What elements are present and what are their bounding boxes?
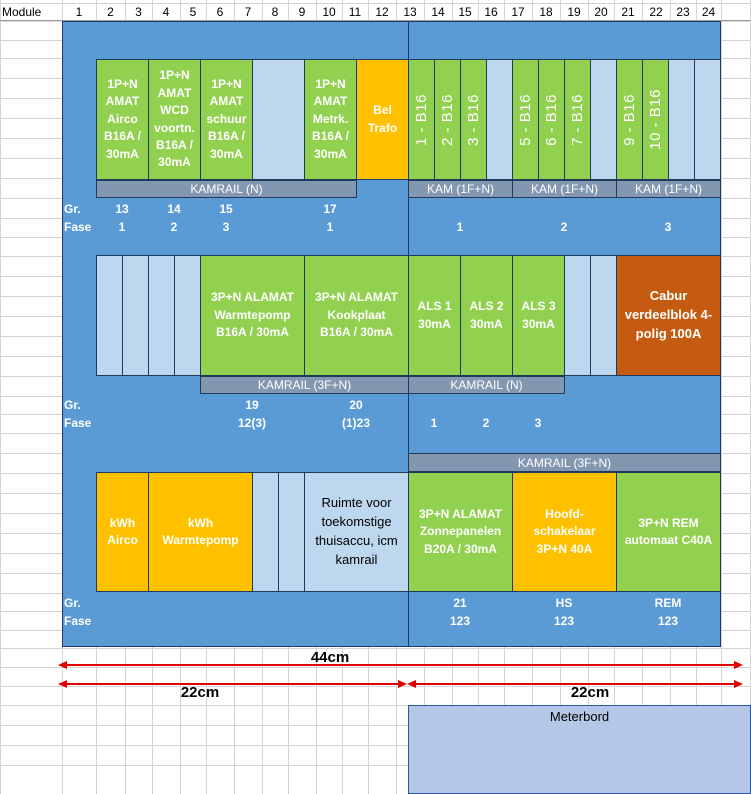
breaker-module: 1P+N AMAT WCD voortn. B16A / 30mA: [148, 59, 201, 180]
group-label: Gr.: [64, 397, 81, 412]
breaker-module-label: 7 - B16: [568, 93, 586, 146]
module-number: 2: [107, 4, 114, 19]
group-number: 19: [245, 397, 259, 412]
phase-value: 3: [534, 415, 542, 430]
module-header-label: Module: [2, 4, 42, 19]
breaker-module: Bel Trafo: [356, 59, 409, 180]
breaker-module: 1P+N AMAT schuur B16A / 30mA: [200, 59, 253, 180]
module-number: 4: [162, 4, 170, 19]
phase-label: Fase: [64, 219, 92, 234]
module-number: 16: [484, 4, 498, 19]
module-number: 11: [348, 4, 362, 19]
phase-label: Fase: [64, 415, 92, 430]
module-number: 17: [511, 4, 525, 19]
breaker-module: 3P+N ALAMAT Warmtepomp B16A / 30mA: [200, 255, 305, 376]
phase-value: 2: [560, 219, 568, 234]
group-number: 17: [323, 201, 337, 216]
breaker-module: ALS 2 30mA: [460, 255, 513, 376]
group-number: 20: [349, 397, 363, 412]
module-number: 7: [244, 4, 252, 19]
module-number: 5: [189, 4, 197, 19]
breaker-module-label: 6 - B16: [542, 93, 560, 146]
breaker-module-label: 9 - B16: [620, 93, 638, 146]
phase-value: 123: [449, 613, 471, 628]
kamrail-bar: KAM (1F+N): [408, 180, 513, 198]
phase-value: 3: [664, 219, 672, 234]
phase-value: 1: [430, 415, 438, 430]
kamrail-bar: KAM (1F+N): [512, 180, 617, 198]
group-number: 14: [167, 201, 181, 216]
module-number: 18: [539, 4, 553, 19]
breaker-module: 1P+N AMAT Airco B16A / 30mA: [96, 59, 149, 180]
module-number: 22: [649, 4, 663, 19]
module-number: 3: [135, 4, 142, 19]
breaker-module: 1P+N AMAT Metrk. B16A / 30mA: [304, 59, 357, 180]
kamrail-bar: KAMRAIL (3F+N): [408, 453, 721, 472]
total-width-label: 44cm: [310, 648, 350, 666]
group-label: Gr.: [64, 595, 81, 610]
meterbord-label: Meterbord: [549, 708, 610, 724]
breaker-module: Hoofd- schakelaar 3P+N 40A: [512, 472, 617, 592]
phase-value: 1: [118, 219, 126, 234]
phase-value: 3: [222, 219, 230, 234]
group-number: 15: [219, 201, 233, 216]
module-number: 24: [701, 4, 716, 19]
meterbord-panel: [408, 705, 751, 794]
module-number: 21: [621, 4, 635, 19]
module-number: 23: [676, 4, 690, 19]
module-number: 10: [322, 4, 336, 19]
breaker-module-label: 10 - B16: [646, 89, 664, 150]
left-half-width-label: 22cm: [180, 683, 220, 701]
phase-value: 2: [170, 219, 178, 234]
breaker-module-label: 5 - B16: [516, 93, 534, 146]
module-number: 12: [375, 4, 389, 19]
right-half-width-label: 22cm: [570, 683, 610, 701]
phase-value: 123: [657, 613, 679, 628]
breaker-module: Ruimte voor toekomstige thuisaccu, icm kamrail: [304, 472, 409, 592]
group-label: Gr.: [64, 201, 81, 216]
breaker-module: 3P+N REM automaat C40A: [616, 472, 721, 592]
kamrail-bar: KAM (1F+N): [616, 180, 721, 198]
module-number: 1: [75, 4, 83, 19]
module-number: 14: [431, 4, 445, 19]
group-number: REM: [654, 595, 682, 610]
module-number: 13: [403, 4, 417, 19]
breaker-module-label: 1 - B16: [412, 93, 430, 146]
phase-value: 123: [553, 613, 575, 628]
breaker-module: kWh Airco: [96, 472, 149, 592]
phase-value: (1)23: [341, 415, 370, 430]
group-number: 13: [115, 201, 129, 216]
phase-label: Fase: [64, 613, 92, 628]
module-number: 19: [567, 4, 581, 19]
phase-value: 12(3): [237, 415, 266, 430]
breaker-module: 3P+N ALAMAT Zonnepanelen B20A / 30mA: [408, 472, 513, 592]
kamrail-bar: KAMRAIL (N): [408, 376, 565, 394]
breaker-module-label: 3 - B16: [464, 93, 482, 146]
breaker-module: ALS 1 30mA: [408, 255, 461, 376]
breaker-module: ALS 3 30mA: [512, 255, 565, 376]
phase-value: 1: [456, 219, 464, 234]
phase-value: 1: [326, 219, 334, 234]
group-number: 21: [453, 595, 467, 610]
kamrail-bar: KAMRAIL (3F+N): [200, 376, 409, 394]
group-number: HS: [555, 595, 573, 610]
breaker-module-label: 2 - B16: [438, 93, 456, 146]
breaker-module: Cabur verdeelblok 4- polig 100A: [616, 255, 721, 376]
module-number: 15: [458, 4, 472, 19]
module-number: 9: [298, 4, 306, 19]
breaker-module: 3P+N ALAMAT Kookplaat B16A / 30mA: [304, 255, 409, 376]
breaker-module: kWh Warmtepomp: [148, 472, 253, 592]
phase-value: 2: [482, 415, 490, 430]
module-number: 6: [216, 4, 224, 19]
kamrail-bar: KAMRAIL (N): [96, 180, 357, 198]
module-number: 20: [594, 4, 608, 19]
module-number: 8: [271, 4, 279, 19]
